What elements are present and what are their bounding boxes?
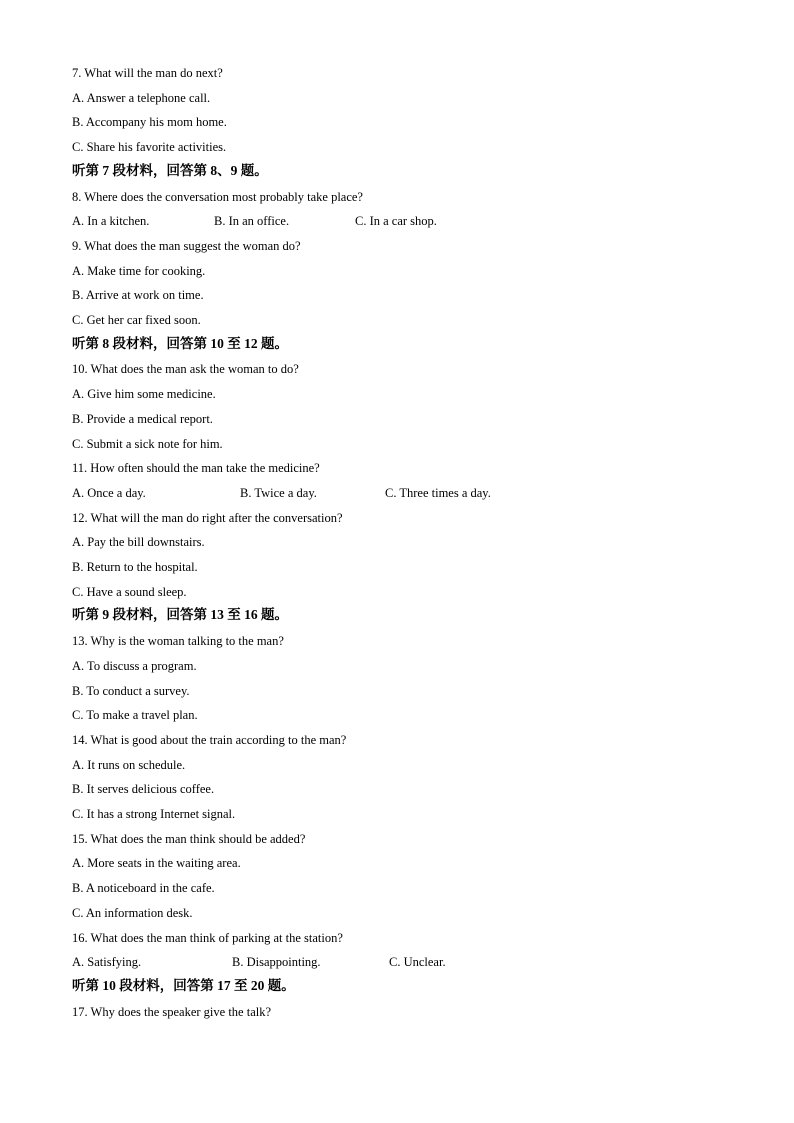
option-13a: A. To discuss a program. [72,659,197,673]
question-16: 16. What does the man think of parking at the station? [72,931,343,945]
option-7b: B. Accompany his mom home. [72,115,227,129]
option-10b: B. Provide a medical report. [72,412,213,426]
question-10: 10. What does the man ask the woman to do? [72,362,299,376]
option-8b: B. In an office. [214,214,290,228]
option-12a: A. Pay the bill downstairs. [72,535,205,549]
option-8c: C. In a car shop. [355,214,437,228]
option-7c: C. Share his favorite activities. [72,140,227,154]
option-16b: B. Disappointing. [232,955,321,969]
option-16c: C. Unclear. [389,955,446,969]
question-7: 7. What will the man do next? [72,66,223,80]
section-heading-7: 听第 7 段材料，回答第 8、9 题。 [72,163,268,178]
question-14: 14. What is good about the train according to the man? [72,733,347,747]
option-14c: C. It has a strong Internet signal. [72,807,236,821]
option-16a: A. Satisfying. [72,955,142,969]
section-heading-9: 听第 9 段材料，回答第 13 至 16 题。 [72,607,288,622]
option-8a: A. In a kitchen. [72,214,150,228]
section-heading-8: 听第 8 段材料，回答第 10 至 12 题。 [72,336,288,351]
question-17: 17. Why does the speaker give the talk? [72,1005,272,1019]
option-14b: B. It serves delicious coffee. [72,782,215,796]
option-15c: C. An information desk. [72,906,193,920]
question-15: 15. What does the man think should be added? [72,832,306,846]
option-13b: B. To conduct a survey. [72,684,190,698]
option-12c: C. Have a sound sleep. [72,585,187,599]
option-10a: A. Give him some medicine. [72,387,216,401]
option-15b: B. A noticeboard in the cafe. [72,881,215,895]
option-11b: B. Twice a day. [240,486,317,500]
section-heading-10: 听第 10 段材料，回答第 17 至 20 题。 [72,978,295,993]
option-10c: C. Submit a sick note for him. [72,437,223,451]
option-14a: A. It runs on schedule. [72,758,186,772]
option-7a: A. Answer a telephone call. [72,91,211,105]
question-12: 12. What will the man do right after the conversation? [72,511,343,525]
question-11: 11. How often should the man take the medicine? [72,461,320,475]
option-13c: C. To make a travel plan. [72,708,198,722]
question-9: 9. What does the man suggest the woman do? [72,239,301,253]
option-11c: C. Three times a day. [385,486,491,500]
option-12b: B. Return to the hospital. [72,560,198,574]
question-13: 13. Why is the woman talking to the man? [72,634,284,648]
option-9c: C. Get her car fixed soon. [72,313,201,327]
option-9b: B. Arrive at work on time. [72,288,204,302]
question-8: 8. Where does the conversation most probably take place? [72,190,363,204]
option-9a: A. Make time for cooking. [72,264,206,278]
option-15a: A. More seats in the waiting area. [72,856,241,870]
option-11a: A. Once a day. [72,486,146,500]
